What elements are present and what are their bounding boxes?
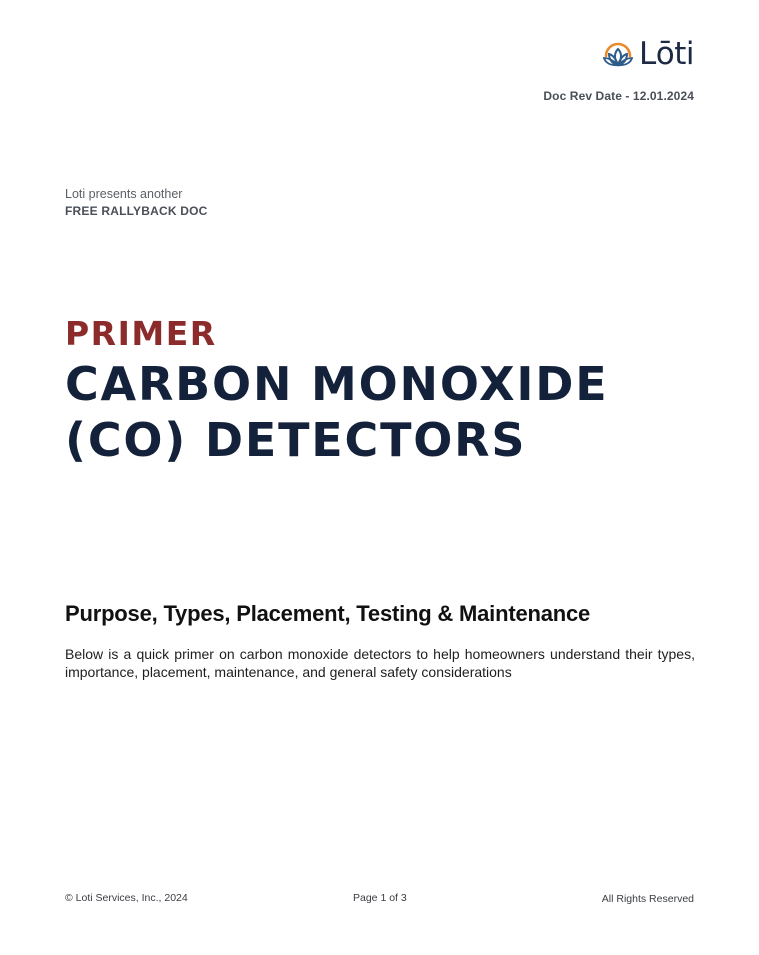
doc-kicker: PRIMER <box>65 314 217 353</box>
footer-rights: All Rights Reserved <box>601 893 694 905</box>
logo-wordmark: Lōti <box>638 36 694 72</box>
footer-page-number: Page 1 of 3 <box>353 892 407 904</box>
rallyback-label: FREE RALLYBACK DOC <box>65 204 208 218</box>
presents-block <box>65 186 208 220</box>
doc-title-line-2: (CO) DETECTORS <box>65 413 527 467</box>
doc-title-line-1: CARBON MONOXIDE <box>65 357 609 411</box>
company-logo <box>601 36 694 72</box>
presents-text: Loti presents another <box>65 187 183 201</box>
doc-rev-date: Doc Rev Date - 12.01.2024 <box>543 89 694 103</box>
section-subtitle: Purpose, Types, Placement, Testing & Maintenance <box>65 601 591 626</box>
footer-copyright: © Loti Services, Inc., 2024 <box>65 892 188 904</box>
lotus-icon <box>601 37 635 71</box>
doc-title <box>65 356 609 468</box>
intro-paragraph: Below is a quick primer on carbon monoxide detectors to help homeowners understand their types, importance, placement, maintenance, and general safety considerations <box>65 646 695 680</box>
